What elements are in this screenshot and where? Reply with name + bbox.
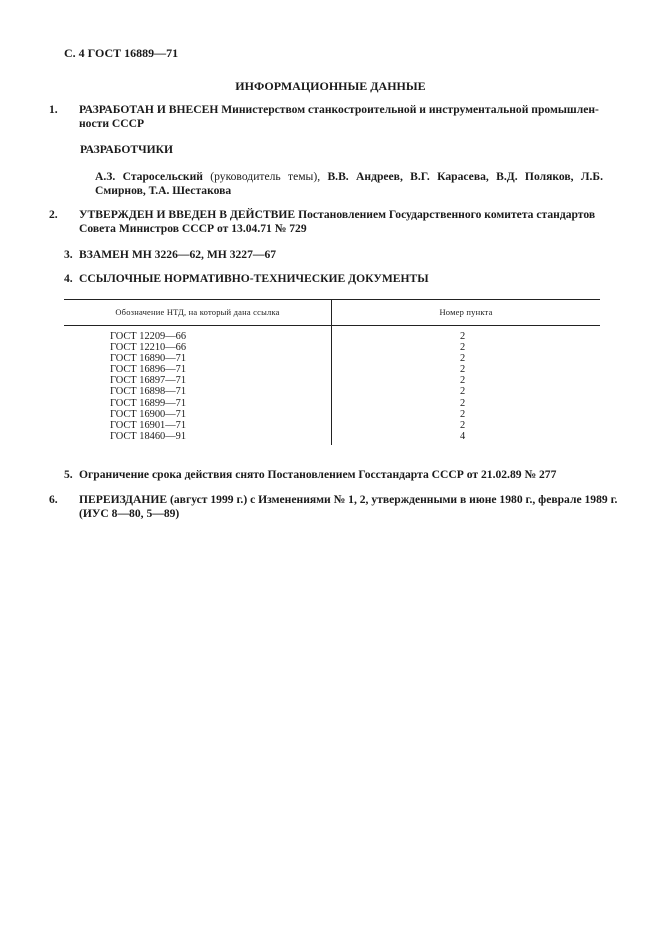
table-top-rule bbox=[64, 299, 600, 300]
row-point: 2 bbox=[460, 386, 466, 398]
item-lead: ССЫЛОЧНЫЕ НОРМАТИВНО-ТЕХНИЧЕСКИЕ ДОКУМЕНТЫ bbox=[79, 272, 429, 285]
item-text: (август 1999 г.) с Изменениями № 1, 2, утвержденными в июне 1980 г., феврале 1989 г. (ИУС 8—80, 5—89) bbox=[79, 493, 618, 520]
item-number: 1. bbox=[49, 103, 58, 116]
info-item-4 bbox=[64, 272, 604, 286]
item-number: 5. bbox=[64, 468, 73, 481]
section-title: ИНФОРМАЦИОННЫЕ ДАННЫЕ bbox=[235, 79, 426, 93]
table-row bbox=[64, 386, 600, 397]
row-document: ГОСТ 12210—66 bbox=[110, 342, 187, 354]
row-point: 2 bbox=[460, 419, 466, 431]
developer-lead-role: (руководитель темы), bbox=[202, 170, 328, 183]
row-document: ГОСТ 16899—71 bbox=[110, 397, 187, 409]
row-point: 2 bbox=[460, 397, 466, 409]
row-document: ГОСТ 16898—71 bbox=[110, 386, 187, 398]
row-document: ГОСТ 12209—66 bbox=[110, 331, 187, 342]
table-row bbox=[64, 375, 600, 386]
item-text: Министерством станкостроительной и инструментальной промышлен-ности СССР bbox=[79, 103, 599, 130]
item-lead: ВЗАМЕН МН 3226—62, МН 3227—67 bbox=[79, 248, 277, 261]
table-body bbox=[64, 331, 600, 442]
developer-lead-name: А.З. Старосельский bbox=[95, 170, 203, 183]
item-lead: УТВЕРЖДЕН И ВВЕДЕН В ДЕЙСТВИЕ bbox=[79, 208, 296, 221]
row-point: 4 bbox=[460, 430, 466, 442]
item-lead: РАЗРАБОТАН И ВНЕСЕН bbox=[79, 103, 219, 116]
info-item-5 bbox=[64, 468, 604, 482]
row-document: ГОСТ 16900—71 bbox=[110, 408, 187, 420]
table-row bbox=[64, 409, 600, 420]
item-number: 2. bbox=[49, 208, 58, 221]
info-item-2 bbox=[49, 208, 619, 236]
info-item-6 bbox=[49, 493, 619, 521]
item-number: 6. bbox=[49, 493, 58, 506]
row-point: 2 bbox=[460, 375, 466, 387]
row-point: 2 bbox=[460, 331, 466, 342]
info-item-1 bbox=[49, 103, 619, 131]
reference-table bbox=[64, 299, 600, 445]
table-header-rule bbox=[64, 325, 600, 326]
table-row bbox=[64, 353, 600, 364]
developers-heading: РАЗРАБОТЧИКИ bbox=[80, 143, 174, 156]
row-document: ГОСТ 16896—71 bbox=[110, 364, 187, 376]
item-number: 3. bbox=[64, 248, 73, 261]
table-header-document: Обозначение НТД, на который дана ссылка bbox=[115, 307, 280, 317]
table-row bbox=[64, 431, 600, 442]
row-point: 2 bbox=[460, 408, 466, 420]
table-header-point: Номер пункта bbox=[439, 307, 493, 317]
row-document: ГОСТ 16890—71 bbox=[110, 353, 187, 365]
item-lead: ПЕРЕИЗДАНИЕ bbox=[79, 493, 168, 506]
row-document: ГОСТ 16901—71 bbox=[110, 419, 187, 431]
table-row bbox=[64, 331, 600, 342]
row-document: ГОСТ 16897—71 bbox=[110, 375, 187, 387]
table-row bbox=[64, 364, 600, 375]
info-item-3 bbox=[64, 248, 604, 262]
item-number: 4. bbox=[64, 272, 73, 285]
page-header: С. 4 ГОСТ 16889—71 bbox=[64, 46, 179, 60]
row-point: 2 bbox=[460, 364, 466, 376]
row-point: 2 bbox=[460, 353, 466, 365]
table-row bbox=[64, 398, 600, 409]
row-document: ГОСТ 18460—91 bbox=[110, 430, 187, 442]
developer-names: В.В. Андреев, В.Г. Карасева, В.Д. Поляков, Л.Б. Смирнов, Т.А. Шестакова bbox=[95, 170, 603, 197]
item-text: Ограничение срока действия снято Постановлением Госстандарта СССР от 21.02.89 № 277 bbox=[79, 468, 557, 481]
developers-list bbox=[95, 170, 603, 198]
row-point: 2 bbox=[460, 342, 466, 354]
table-row bbox=[64, 342, 600, 353]
item-text: Постановлением Государственного комитета стандартов Совета Министров СССР от 13.04.71 № 729 bbox=[79, 208, 596, 235]
table-row bbox=[64, 420, 600, 431]
